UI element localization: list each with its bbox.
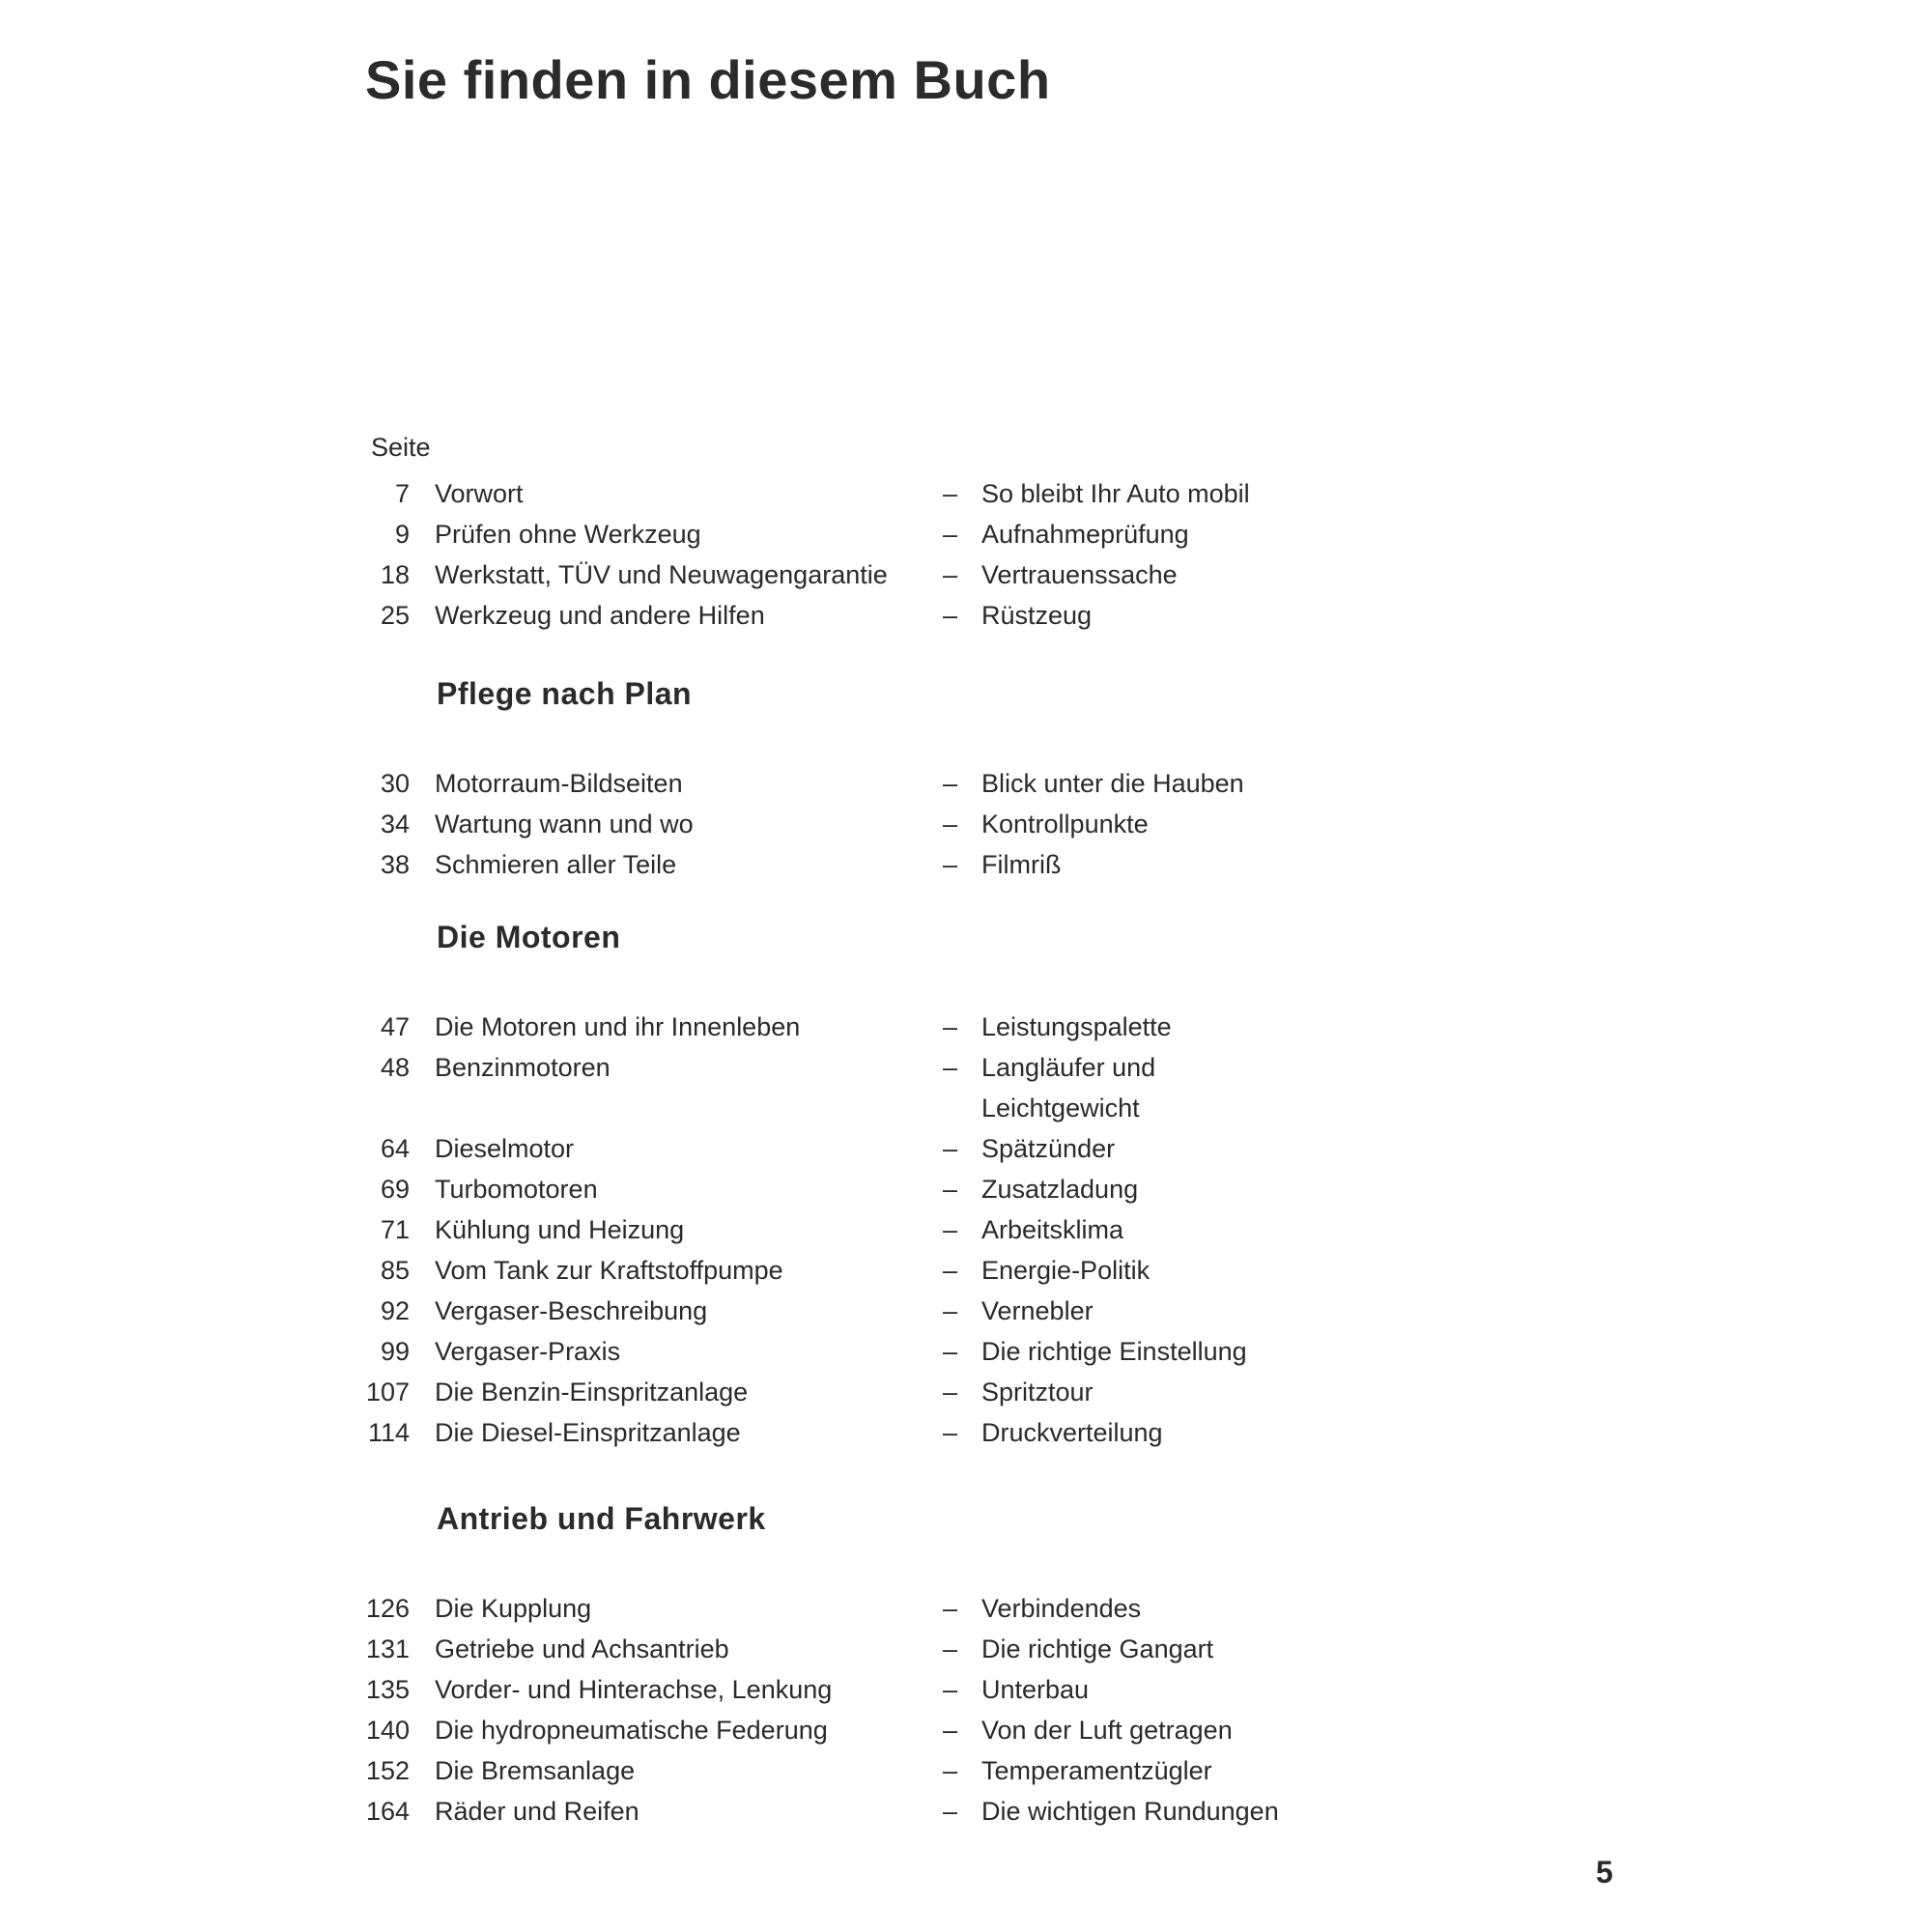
toc-entry (0, 1710, 1932, 1750)
toc-entry (0, 1629, 1932, 1669)
toc-entry (0, 1250, 1932, 1291)
dash: – (943, 1378, 958, 1406)
entry-title: Die Diesel-Einspritzanlage (435, 1418, 741, 1447)
dash: – (943, 520, 958, 549)
entry-title: Getriebe und Achsantrieb (435, 1634, 729, 1663)
entry-subtitle: Energie-Politik (981, 1256, 1151, 1285)
toc-entry (0, 763, 1932, 804)
entry-subtitle: Kontrollpunkte (981, 810, 1149, 838)
toc-entry (0, 1169, 1932, 1209)
dash: – (943, 1012, 958, 1041)
toc-entry (0, 1791, 1932, 1832)
page-number: 47 (380, 1012, 410, 1041)
page-number: 99 (380, 1337, 410, 1366)
page-number: 140 (365, 1716, 410, 1745)
page-number: 34 (380, 810, 410, 838)
dash: – (943, 1337, 958, 1366)
dash: – (943, 560, 958, 589)
page-number: 85 (380, 1256, 410, 1285)
entry-subtitle: Verbindendes (981, 1594, 1142, 1623)
dash: – (943, 1797, 958, 1826)
page-title: Sie finden in diesem Buch (365, 49, 1051, 110)
dash: – (943, 1215, 958, 1244)
entry-subtitle: Vertrauenssache (981, 560, 1178, 589)
entry-subtitle: Filmriß (981, 850, 1062, 879)
toc-entry (0, 1128, 1932, 1169)
dash: – (943, 1634, 958, 1663)
dash: – (943, 1418, 958, 1447)
entry-subtitle: So bleibt Ihr Auto mobil (981, 479, 1250, 508)
entry-subtitle: Leistungspalette (981, 1012, 1172, 1041)
dash: – (943, 479, 958, 508)
dash: – (943, 601, 958, 630)
entry-subtitle: Vernebler (981, 1296, 1094, 1325)
entry-subtitle: Langläufer und (981, 1053, 1156, 1082)
entry-title: Räder und Reifen (435, 1797, 639, 1826)
entry-title: Vorwort (435, 479, 524, 508)
entry-title: Kühlung und Heizung (435, 1215, 685, 1244)
dash: – (943, 1175, 958, 1204)
page-number: 30 (380, 769, 410, 798)
entry-title: Vergaser-Beschreibung (435, 1296, 708, 1325)
entry-title: Vom Tank zur Kraftstoffpumpe (435, 1256, 783, 1285)
toc-entry (0, 1047, 1932, 1122)
entry-title: Die Kupplung (435, 1594, 592, 1623)
toc-entry (0, 1412, 1932, 1453)
entry-title: Motorraum-Bildseiten (435, 769, 683, 798)
entry-title: Benzinmotoren (435, 1053, 611, 1082)
section-heading: Die Motoren (437, 920, 621, 954)
dash: – (943, 1134, 958, 1163)
entry-title: Die Benzin-Einspritzanlage (435, 1378, 749, 1406)
page-number: 131 (365, 1634, 410, 1663)
toc-entry (0, 804, 1932, 844)
dash: – (943, 1256, 958, 1285)
entry-subtitle: Zusatzladung (981, 1175, 1139, 1204)
dash: – (943, 850, 958, 879)
entry-title: Schmieren aller Teile (435, 850, 677, 879)
toc-entry (0, 595, 1932, 636)
page-number: 25 (380, 601, 410, 630)
page-number: 64 (380, 1134, 410, 1163)
page-number: 126 (365, 1594, 410, 1623)
toc-entry (0, 1007, 1932, 1047)
toc-entry (0, 554, 1932, 595)
seite-label: Seite (371, 433, 431, 462)
page-number: 135 (365, 1675, 410, 1704)
entry-subtitle: Blick unter die Hauben (981, 769, 1244, 798)
entry-title: Prüfen ohne Werkzeug (435, 520, 701, 549)
page-number: 7 (394, 479, 410, 508)
page-number: 5 (1596, 1855, 1613, 1889)
section-heading: Antrieb und Fahrwerk (437, 1501, 766, 1536)
page-number: 48 (380, 1053, 410, 1082)
entry-subtitle: Die richtige Einstellung (981, 1337, 1247, 1366)
dash: – (943, 810, 958, 838)
page-number: 38 (380, 850, 410, 879)
page-number: 107 (365, 1378, 410, 1406)
entry-title: Vorder- und Hinterachse, Lenkung (435, 1675, 833, 1704)
entry-title: Wartung wann und wo (435, 810, 694, 838)
toc-entry (0, 844, 1932, 885)
dash: – (943, 1716, 958, 1745)
toc-entry (0, 1669, 1932, 1710)
dash: – (943, 1594, 958, 1623)
toc-entry (0, 1291, 1932, 1331)
toc-entry (0, 1750, 1932, 1791)
dash: – (943, 1296, 958, 1325)
page-number: 114 (367, 1418, 410, 1447)
toc-entry (0, 1372, 1932, 1412)
page-number: 9 (394, 520, 410, 549)
page-number: 18 (380, 560, 410, 589)
dash: – (943, 1053, 958, 1082)
dash: – (943, 1756, 958, 1785)
entry-title: Turbomotoren (435, 1175, 598, 1204)
entry-subtitle: Von der Luft getragen (981, 1716, 1233, 1745)
entry-title: Werkstatt, TÜV und Neuwagengarantie (435, 560, 888, 589)
page-number: 71 (380, 1215, 410, 1244)
entry-subtitle: Rüstzeug (981, 601, 1093, 630)
entry-title: Die hydropneumatische Federung (435, 1716, 828, 1745)
entry-title: Werkzeug und andere Hilfen (435, 601, 765, 630)
toc-entry (0, 1209, 1932, 1250)
entry-subtitle: Unterbau (981, 1675, 1090, 1704)
page-number: 69 (380, 1175, 410, 1204)
entry-subtitle: Temperamentzügler (981, 1756, 1212, 1785)
dash: – (943, 769, 958, 798)
entry-subtitle: Die wichtigen Rundungen (981, 1797, 1279, 1826)
page-number: 152 (365, 1756, 410, 1785)
entry-title: Die Bremsanlage (435, 1756, 636, 1785)
entry-subtitle: Spätzünder (981, 1134, 1116, 1163)
toc-entry (0, 1331, 1932, 1372)
entry-title: Die Motoren und ihr Innenleben (435, 1012, 801, 1041)
entry-subtitle: Spritztour (981, 1378, 1094, 1406)
entry-subtitle: Die richtige Gangart (981, 1634, 1214, 1663)
entry-subtitle: Druckverteilung (981, 1418, 1163, 1447)
page-number: 164 (365, 1797, 410, 1826)
toc-entry (0, 473, 1932, 514)
dash: – (943, 1675, 958, 1704)
entry-title: Vergaser-Praxis (435, 1337, 621, 1366)
toc-entry (0, 514, 1932, 554)
entry-title: Dieselmotor (435, 1134, 575, 1163)
entry-subtitle: Arbeitsklima (981, 1215, 1124, 1244)
section-heading: Pflege nach Plan (437, 676, 693, 711)
entry-subtitle: Aufnahmeprüfung (981, 520, 1189, 549)
entry-subtitle-continued: Leichtgewicht (981, 1094, 1140, 1122)
toc-entry (0, 1588, 1932, 1629)
page-number: 92 (380, 1296, 410, 1325)
